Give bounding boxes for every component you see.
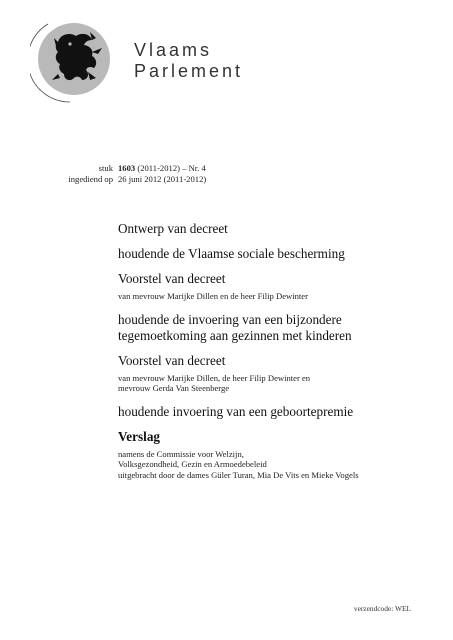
vlaams-parlement-logo xyxy=(30,14,244,104)
stuk-rest: (2011-2012) – Nr. 4 xyxy=(135,163,206,173)
lion-emblem-icon xyxy=(30,14,130,104)
ingediend-row xyxy=(0,174,453,185)
heading-tegemoetkoming-line2: tegemoetkoming aan gezinnen met kinderen xyxy=(118,327,352,343)
commission-line-1: namens de Commissie voor Welzijn, xyxy=(118,448,244,459)
author-line-1: van mevrouw Marijke Dillen en de heer Filip Dewinter xyxy=(118,291,308,301)
stuk-value xyxy=(118,163,206,174)
author-line-2b: mevrouw Gerda Van Steenberge xyxy=(118,383,230,393)
verzendcode: verzendcode: WEL xyxy=(353,604,411,613)
document-meta xyxy=(0,163,453,184)
commission-line-2: Volksgezondheid, Gezin en Armoedebeleid xyxy=(118,459,267,469)
heading-voorstel-1: Voorstel van decreet xyxy=(118,271,226,286)
ingediend-value: 26 juni 2012 (2011-2012) xyxy=(118,173,207,184)
heading-tegemoetkoming-line1: houdende de invoering van een bijzondere xyxy=(118,311,342,327)
verslag-heading: Verslag xyxy=(118,428,161,444)
heading-voorstel-2: Voorstel van decreet xyxy=(118,352,226,368)
author-line-2a: van mevrouw Marijke Dillen, de heer Filip Dewinter en xyxy=(118,372,311,383)
brand-name-line1: Vlaams xyxy=(134,40,213,60)
stuk-row xyxy=(0,163,453,174)
stuk-label: stuk xyxy=(98,163,113,173)
stuk-number: 1603 xyxy=(118,163,136,173)
ingediend-label: ingediend op xyxy=(68,173,113,184)
document-content xyxy=(118,221,438,480)
commission-line-3: uitgebracht door de dames Güler Turan, Mia De Vits en Mieke Vogels xyxy=(118,469,359,480)
heading-geboortepremie: houdende invoering van een geboortepremie xyxy=(118,403,354,419)
brand-name-line2: Parlement xyxy=(134,61,244,81)
heading-ontwerp: Ontwerp van decreet xyxy=(118,221,228,236)
heading-sociale-bescherming: houdende de Vlaamse sociale bescherming xyxy=(118,246,345,261)
